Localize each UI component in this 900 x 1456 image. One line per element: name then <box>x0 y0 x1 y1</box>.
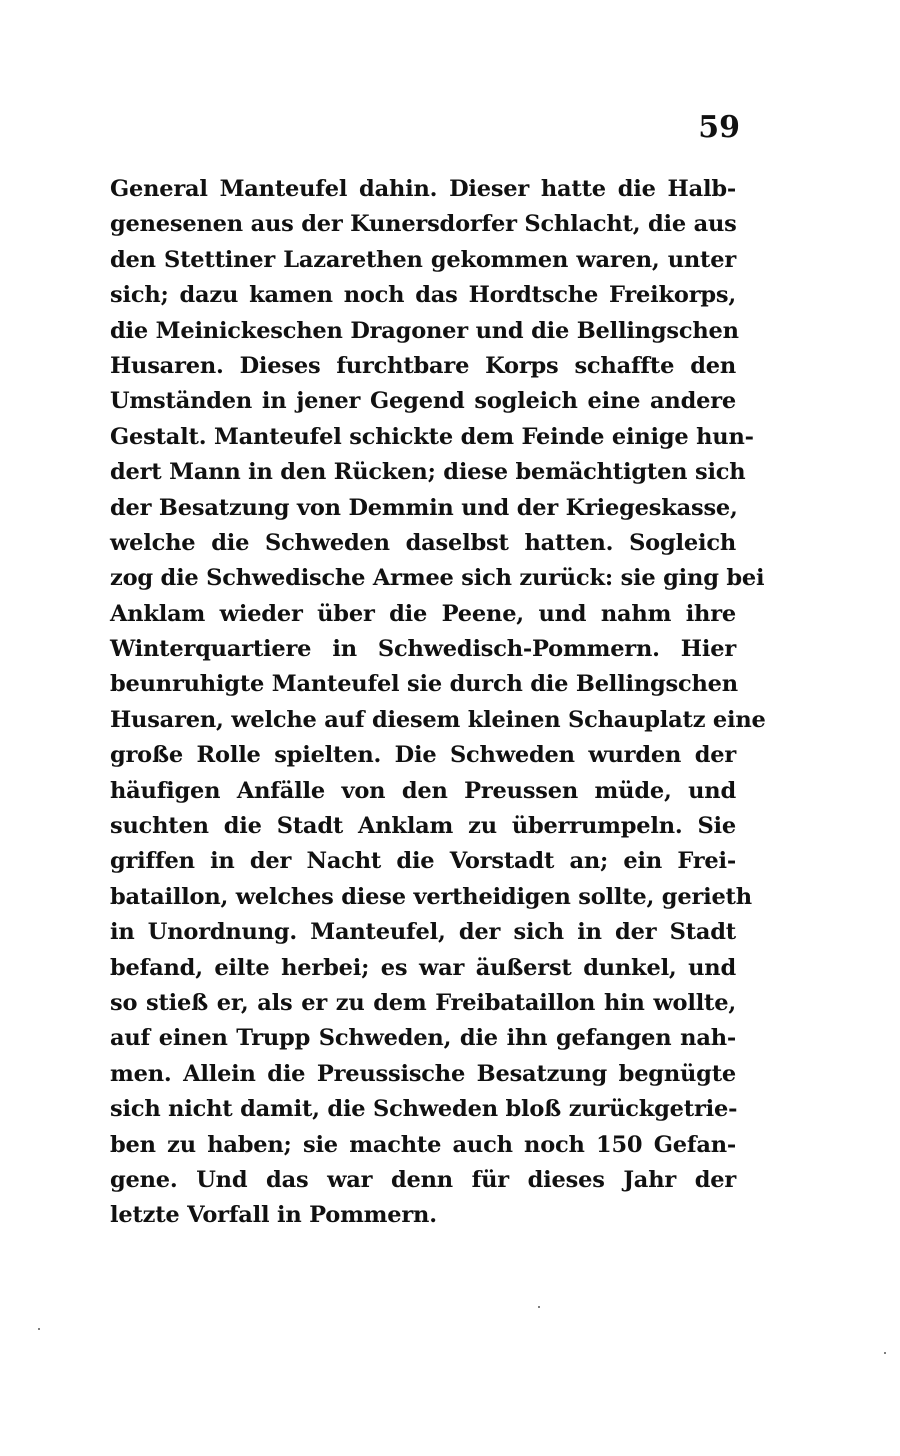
text-line: welche die Schweden daselbst hatten. Sogleich <box>110 529 736 556</box>
text-line: sich; dazu kamen noch das Hordtsche Freikorps, <box>110 282 736 309</box>
text-line: befand, eilte herbei; es war äußerst dunkel, und <box>110 954 736 981</box>
text-line: dert Mann in den Rücken; diese bemächtigten sich <box>110 459 746 486</box>
text-line: in Unordnung. Manteufel, der sich in der Stadt <box>110 919 736 946</box>
text-line: Anklam wieder über die Peene, und nahm ihre <box>110 600 736 627</box>
text-line: Umständen in jener Gegend sogleich eine andere <box>110 388 736 415</box>
text-line: zog die Schwedische Armee sich zurück: sie ging bei <box>110 565 765 592</box>
text-line: men. Allein die Preussische Besatzung begnügte <box>110 1060 736 1087</box>
text-line-last: letzte Vorfall in Pommern. <box>110 1202 437 1229</box>
page-number: 59 <box>698 110 740 145</box>
text-line: gene. Und das war denn für dieses Jahr der <box>110 1166 736 1193</box>
text-line: beunruhigte Manteufel sie durch die Bellingschen <box>110 671 738 698</box>
text-line: General Manteufel dahin. Dieser hatte die Halb- <box>110 176 736 202</box>
paper-speck <box>884 1352 886 1354</box>
text-line: große Rolle spielten. Die Schweden wurden der <box>110 742 736 769</box>
body-text <box>110 172 766 1234</box>
text-line: den Stettiner Lazarethen gekommen waren, unter <box>110 246 736 273</box>
text-line: Husaren, welche auf diesem kleinen Schauplatz eine <box>110 706 766 733</box>
text-line: auf einen Trupp Schweden, die ihn gefangen nah- <box>110 1025 736 1052</box>
text-line: der Besatzung von Demmin und der Kriegeskasse, <box>110 494 738 521</box>
text-line: häufigen Anfälle von den Preussen müde, und <box>110 777 736 804</box>
text-line: genesenen aus der Kunersdorfer Schlacht, die aus <box>110 211 737 238</box>
text-line: so stieß er, als er zu dem Freibataillon hin wollte, <box>110 989 736 1016</box>
text-line: Husaren. Dieses furchtbare Korps schaffte den <box>110 352 736 379</box>
text-line: bataillon, welches diese vertheidigen sollte, gerieth <box>110 883 752 910</box>
text-line: griffen in der Nacht die Vorstadt an; ein Frei- <box>110 848 736 875</box>
text-line: sich nicht damit, die Schweden bloß zurückgetrie- <box>110 1096 738 1123</box>
text-line: die Meinickeschen Dragoner und die Bellingschen <box>110 317 739 344</box>
text-line: suchten die Stadt Anklam zu überrumpeln. Sie <box>110 813 736 840</box>
text-line: ben zu haben; sie machte auch noch 150 Gefan- <box>110 1131 736 1158</box>
text-line: Winterquartiere in Schwedisch-Pommern. Hier <box>110 636 736 663</box>
paper-speck <box>538 1306 540 1308</box>
text-line: Gestalt. Manteufel schickte dem Feinde einige hun- <box>110 423 754 450</box>
paper-speck <box>38 1328 40 1330</box>
